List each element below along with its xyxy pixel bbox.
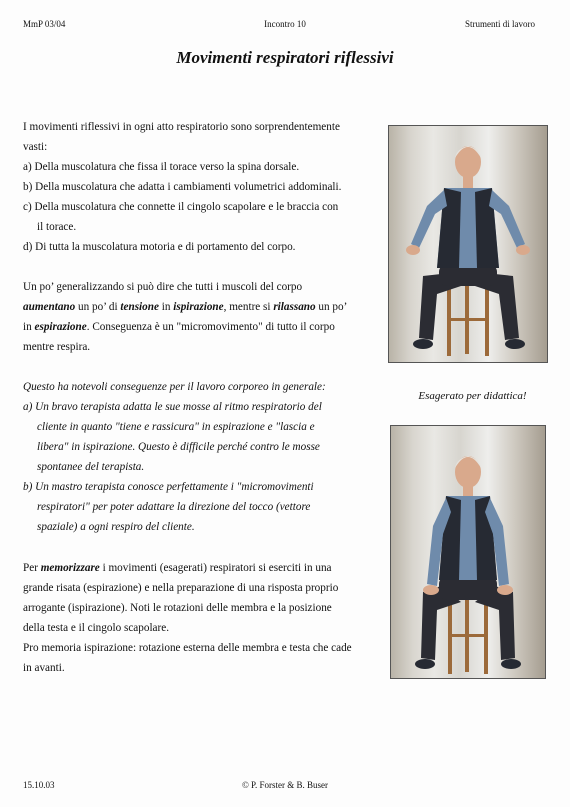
text-line: in espirazione. Conseguenza è un "micromovimento" di tutto il corpo bbox=[23, 321, 335, 333]
consequences-paragraph bbox=[23, 377, 383, 537]
text-line: Pro memoria ispirazione: rotazione esterna delle membra e testa che cade bbox=[23, 642, 352, 654]
emphasis: ispirazione bbox=[173, 301, 224, 313]
footer-date: 15.10.03 bbox=[23, 780, 55, 790]
text-line: aumentano un po’ di tensione in ispirazione, mentre si rilassano un po’ bbox=[23, 301, 348, 313]
list-item-continued: il torace. bbox=[37, 221, 77, 233]
text-line: Questo ha notevoli conseguenze per il lavoro corporeo in generale: bbox=[23, 381, 326, 393]
emphasis: espirazione bbox=[34, 321, 87, 333]
photo-inhalation bbox=[388, 125, 548, 363]
emphasis: rilassano bbox=[273, 301, 316, 313]
intro-line: vasti: bbox=[23, 141, 48, 153]
intro-line: I movimenti riflessivi in ogni atto respiratorio sono sorprendentemente bbox=[23, 121, 340, 133]
page-title: Movimenti respiratori riflessivi bbox=[176, 48, 394, 67]
list-item-continued: spaziale) a ogni respiro del cliente. bbox=[37, 521, 195, 533]
exercise-paragraph bbox=[23, 558, 383, 678]
list-item: a) Della muscolatura che fissa il torace verso la spina dorsale. bbox=[23, 161, 300, 173]
list-item: b) Della muscolatura che adatta i cambiamenti volumetrici addominali. bbox=[23, 181, 342, 193]
list-item-continued: spontanee del terapista. bbox=[37, 461, 145, 473]
text-line: Un po’ generalizzando si può dire che tutti i muscoli del corpo bbox=[23, 281, 303, 293]
emphasis: memorizzare bbox=[40, 562, 100, 574]
photo-exhalation bbox=[390, 425, 546, 679]
general-paragraph bbox=[23, 277, 383, 357]
text-line: mentre respira. bbox=[23, 341, 91, 353]
list-item-continued: respiratori" per poter adattare la direzione del tocco (vettore bbox=[37, 501, 311, 513]
emphasis: tensione bbox=[120, 301, 159, 313]
text-line: in avanti. bbox=[23, 662, 65, 674]
footer-copyright: © P. Forster & B. Buser bbox=[241, 780, 329, 790]
emphasis: aumentano bbox=[23, 301, 76, 313]
list-item: d) Di tutta la muscolatura motoria e di portamento del corpo. bbox=[23, 241, 296, 253]
seated-man-illustration bbox=[391, 426, 545, 678]
photo-caption: Esagerato per didattica! bbox=[418, 390, 527, 402]
list-item-continued: cliente in quanto "tiene e rassicura" in espirazione e "lascia e bbox=[37, 421, 315, 433]
list-item: a) Un bravo terapista adatta le sue mosse al ritmo respiratorio del bbox=[23, 401, 322, 413]
header-section: Strumenti di lavoro bbox=[465, 19, 535, 29]
text-line: grande risata (espirazione) e nella preparazione di una risposta proprio bbox=[23, 582, 339, 594]
list-item-continued: libera" in ispirazione. Questo è difficile perché contro le mosse bbox=[37, 441, 320, 453]
text-line: Per memorizzare i movimenti (esagerati) respiratori si eserciti in una bbox=[23, 562, 332, 574]
seated-man-illustration bbox=[389, 126, 547, 362]
header-meeting: Incontro 10 bbox=[264, 19, 306, 29]
text-line: della testa e il cingolo scapolare. bbox=[23, 622, 170, 634]
intro-paragraph bbox=[23, 117, 383, 257]
header-course: MmP 03/04 bbox=[23, 19, 66, 29]
list-item: c) Della muscolatura che connette il cingolo scapolare e le braccia con bbox=[23, 201, 339, 213]
text-line: arrogante (ispirazione). Noti le rotazioni delle membra e la posizione bbox=[23, 602, 332, 614]
list-item: b) Un mastro terapista conosce perfettamente i "micromovimenti bbox=[23, 481, 314, 493]
